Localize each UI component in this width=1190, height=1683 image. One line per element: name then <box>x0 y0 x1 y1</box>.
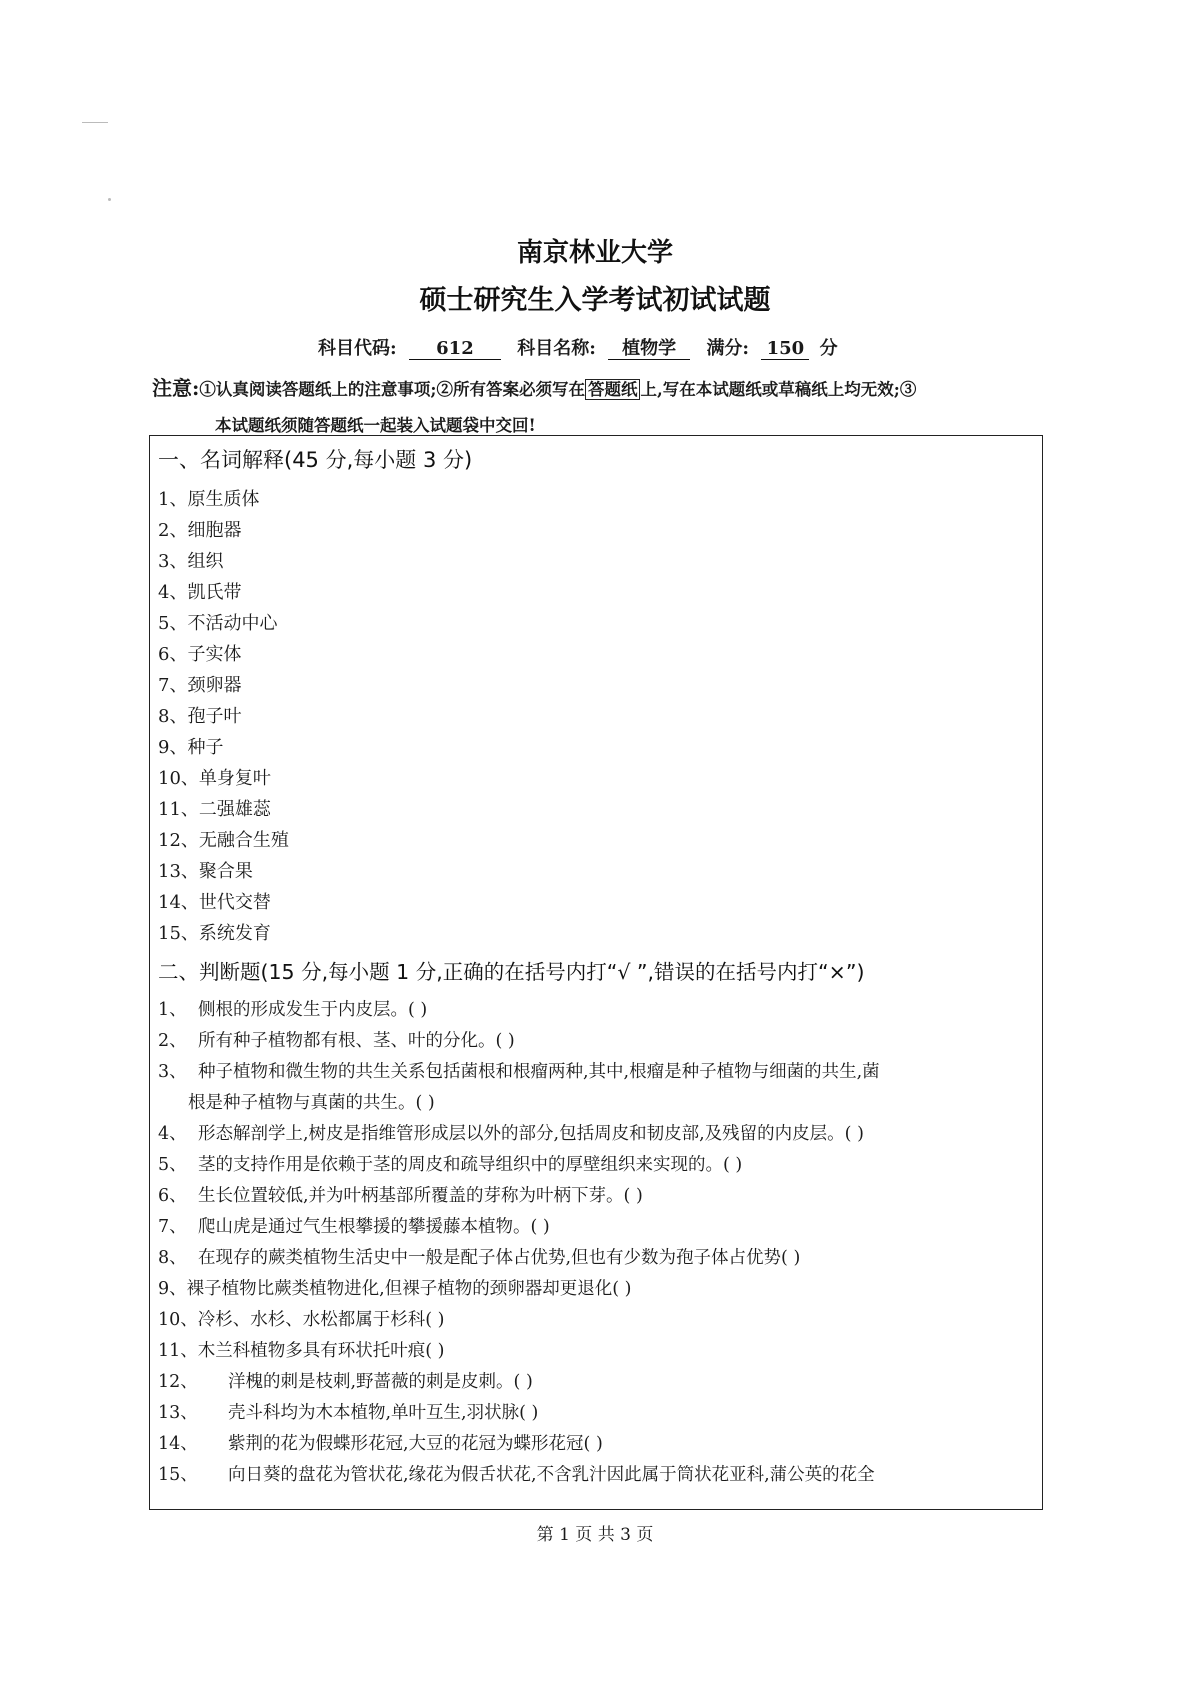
judge-item: 3、 种子植物和微生物的共生关系包括菌根和根瘤两种,其中,根瘤是种子植物与细菌的共生,菌 <box>158 1062 880 1082</box>
answer-sheet-boxed: 答题纸 <box>585 379 641 400</box>
judge-item: 7、 爬山虎是通过气生根攀援的攀援藤本植物。( ) <box>158 1217 550 1237</box>
term-item: 14、世代交替 <box>158 892 271 913</box>
subject-info <box>318 334 838 360</box>
judge-item: 13、 壳斗科均为木本植物,单叶互生,羽状脉( ) <box>158 1403 539 1423</box>
notice-text-b: 上,写在本试题纸或草稿纸上均无效;③ <box>640 380 917 399</box>
judge-item: 9、裸子植物比蕨类植物进化,但裸子植物的颈卵器却更退化( ) <box>158 1279 632 1299</box>
question-frame <box>149 435 1043 1510</box>
scan-speck <box>108 198 111 201</box>
judge-item: 10、冷杉、水杉、水松都属于杉科( ) <box>158 1310 445 1330</box>
judge-item: 1、 侧根的形成发生于内皮层。( ) <box>158 1000 428 1020</box>
exam-title: 硕士研究生入学考试初试试题 <box>419 285 771 316</box>
judge-item: 8、 在现存的蕨类植物生活史中一般是配子体占优势,但也有少数为孢子体占优势( ) <box>158 1248 801 1268</box>
page-footer: 第 1 页 共 3 页 <box>536 1525 654 1545</box>
section-1-heading: 一、名词解释(45 分,每小题 3 分) <box>158 448 473 472</box>
score-value: 150 <box>761 339 809 360</box>
notice-lead: 注意: <box>152 376 200 400</box>
term-item: 15、系统发育 <box>158 923 271 944</box>
notice-line-2: 本试题纸须随答题纸一起装入试题袋中交回! <box>215 416 536 435</box>
university-name: 南京林业大学 <box>516 238 673 268</box>
notice-text-a: ①认真阅读答题纸上的注意事项;②所有答案必须写在 <box>199 380 585 399</box>
term-item: 11、二强雄蕊 <box>158 799 271 820</box>
term-item: 9、种子 <box>158 737 224 758</box>
score-unit: 分 <box>819 338 838 359</box>
term-item: 3、组织 <box>158 551 224 572</box>
term-item: 6、子实体 <box>158 644 242 665</box>
term-item: 4、凯氏带 <box>158 582 242 603</box>
term-item: 5、不活动中心 <box>158 613 278 634</box>
code-value: 612 <box>409 339 501 360</box>
judge-item-continuation: 根是种子植物与真菌的共生。( ) <box>188 1093 435 1113</box>
judge-item: 4、 形态解剖学上,树皮是指维管形成层以外的部分,包括周皮和韧皮部,及残留的内皮层。( ) <box>158 1124 864 1144</box>
judge-item: 12、 洋槐的刺是枝刺,野蔷薇的刺是皮刺。( ) <box>158 1372 533 1392</box>
section-2-list <box>150 995 1042 1491</box>
subject-label: 科目名称: <box>517 338 596 359</box>
subject-value: 植物学 <box>608 339 690 360</box>
scan-speck <box>82 122 108 123</box>
judge-item: 14、 紫荆的花为假蝶形花冠,大豆的花冠为蝶形花冠( ) <box>158 1434 603 1454</box>
judge-item: 15、 向日葵的盘花为管状花,缘花为假舌状花,不含乳汁因此属于筒状花亚科,蒲公英的花全 <box>158 1465 875 1485</box>
judge-item: 2、 所有种子植物都有根、茎、叶的分化。( ) <box>158 1031 515 1051</box>
term-item: 1、原生质体 <box>158 489 260 510</box>
score-label: 满分: <box>706 338 750 359</box>
term-item: 7、颈卵器 <box>158 675 242 696</box>
judge-item: 11、木兰科植物多具有环状托叶痕( ) <box>158 1341 445 1361</box>
term-item: 12、无融合生殖 <box>158 830 289 851</box>
term-item: 8、孢子叶 <box>158 706 242 727</box>
code-label: 科目代码: <box>318 338 397 359</box>
judge-item: 6、 生长位置较低,并为叶柄基部所覆盖的芽称为叶柄下芽。( ) <box>158 1186 643 1206</box>
notice-line-1 <box>152 372 916 401</box>
term-item: 2、细胞器 <box>158 520 242 541</box>
term-item: 10、单身复叶 <box>158 768 271 789</box>
section-1-list <box>150 484 1042 949</box>
judge-item: 5、 茎的支持作用是依赖于茎的周皮和疏导组织中的厚壁组织来实现的。( ) <box>158 1155 743 1175</box>
section-2-heading: 二、判断题(15 分,每小题 1 分,正确的在括号内打“√ ”,错误的在括号内打“×”) <box>158 960 865 984</box>
term-item: 13、聚合果 <box>158 861 253 882</box>
